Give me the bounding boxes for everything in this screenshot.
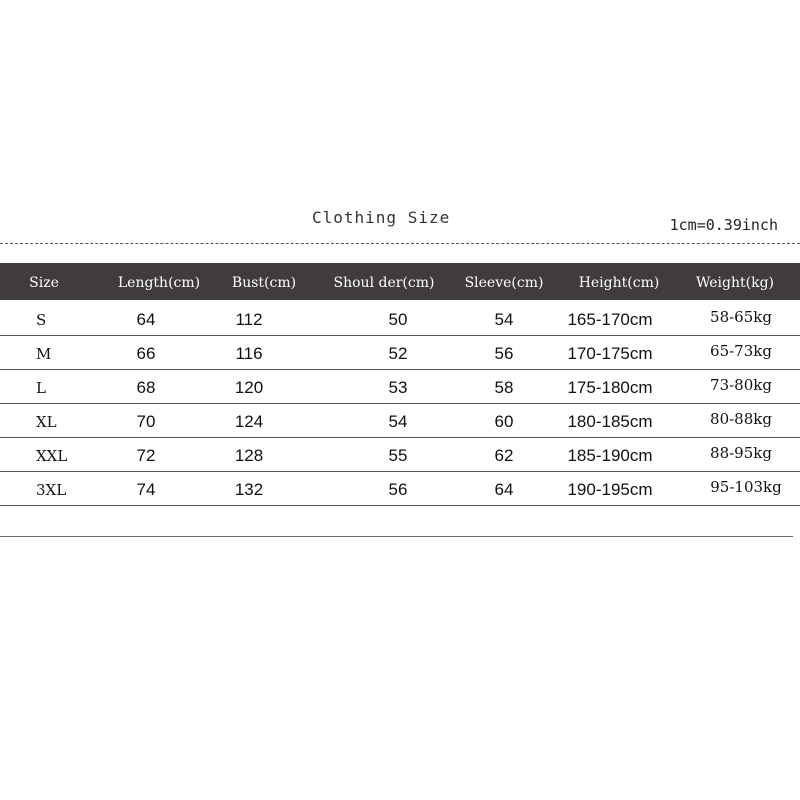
table-row <box>0 370 800 404</box>
cell-size: XL <box>36 413 57 431</box>
unit-conversion-note: 1cm=0.39inch <box>669 216 778 234</box>
header-bust: Bust(cm) <box>231 275 297 291</box>
cell-length: 74 <box>136 480 156 499</box>
cell-weight: 95-103kg <box>710 478 782 496</box>
table-row <box>0 404 800 438</box>
cell-weight: 73-80kg <box>710 376 772 394</box>
table-row <box>0 438 800 472</box>
cell-sleeve: 64 <box>494 480 514 499</box>
cell-size: S <box>36 311 47 329</box>
cell-weight: 88-95kg <box>710 444 772 462</box>
cell-sleeve: 56 <box>494 344 514 363</box>
cell-shoulder: 55 <box>388 446 408 465</box>
header-size: Size <box>29 275 59 291</box>
cell-height: 165-170cm <box>567 310 653 329</box>
cell-size: 3XL <box>36 481 67 499</box>
cell-bust: 132 <box>234 480 264 499</box>
cell-weight: 80-88kg <box>710 410 772 428</box>
cell-shoulder: 56 <box>388 480 408 499</box>
row-divider <box>0 505 800 506</box>
cell-size: L <box>36 379 46 397</box>
cell-size: XXL <box>36 447 68 465</box>
cell-size: M <box>36 345 52 363</box>
cell-sleeve: 58 <box>494 378 514 397</box>
table-row <box>0 336 800 370</box>
cell-length: 72 <box>136 446 156 465</box>
table-header <box>0 263 800 300</box>
cell-height: 185-190cm <box>567 446 653 465</box>
chart-title: Clothing Size <box>312 208 451 227</box>
cell-bust: 128 <box>234 446 264 465</box>
table-row <box>0 302 800 336</box>
cell-length: 70 <box>136 412 156 431</box>
cell-bust: 124 <box>234 412 264 431</box>
header-length: Length(cm) <box>117 275 201 291</box>
header-sleeve: Sleeve(cm) <box>464 275 544 291</box>
cell-height: 175-180cm <box>567 378 653 397</box>
header-shoulder: Shoul der(cm) <box>333 275 435 291</box>
header-weight: Weight(kg) <box>696 275 774 291</box>
cell-length: 66 <box>136 344 156 363</box>
cell-shoulder: 52 <box>388 344 408 363</box>
cell-sleeve: 54 <box>494 310 514 329</box>
cell-height: 170-175cm <box>567 344 653 363</box>
cell-length: 68 <box>136 378 156 397</box>
cell-sleeve: 60 <box>494 412 514 431</box>
cell-shoulder: 50 <box>388 310 408 329</box>
table-row <box>0 472 800 506</box>
cell-bust: 120 <box>234 378 264 397</box>
cell-length: 64 <box>136 310 156 329</box>
cell-height: 180-185cm <box>567 412 653 431</box>
bottom-divider <box>0 536 793 537</box>
cell-shoulder: 54 <box>388 412 408 431</box>
header-height: Height(cm) <box>578 275 660 291</box>
cell-height: 190-195cm <box>567 480 653 499</box>
cell-weight: 65-73kg <box>710 342 772 360</box>
cell-sleeve: 62 <box>494 446 514 465</box>
cell-shoulder: 53 <box>388 378 408 397</box>
dashed-divider <box>0 243 800 244</box>
cell-bust: 116 <box>235 344 263 363</box>
cell-weight: 58-65kg <box>710 308 772 326</box>
cell-bust: 112 <box>235 310 263 329</box>
